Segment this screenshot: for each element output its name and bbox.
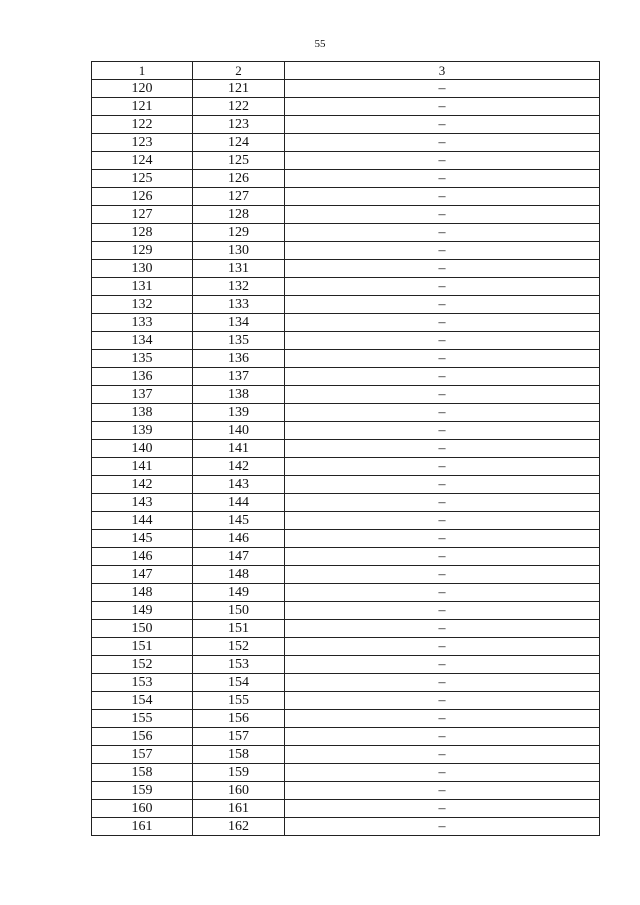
table-cell-col-3: – xyxy=(285,746,600,764)
table-cell-col-3: – xyxy=(285,368,600,386)
table-cell-col-1: 125 xyxy=(92,170,193,188)
table-cell-col-2: 144 xyxy=(193,494,285,512)
table-cell-col-3: – xyxy=(285,476,600,494)
table-cell-col-1: 156 xyxy=(92,728,193,746)
table-cell-col-2: 156 xyxy=(193,710,285,728)
table-cell-col-1: 149 xyxy=(92,602,193,620)
table-cell-col-3: – xyxy=(285,80,600,98)
table-cell-col-3: – xyxy=(285,242,600,260)
table-cell-col-2: 128 xyxy=(193,206,285,224)
table-cell-col-1: 157 xyxy=(92,746,193,764)
table-row xyxy=(92,692,600,710)
column-header-3: 3 xyxy=(285,62,600,80)
table-cell-col-3: – xyxy=(285,692,600,710)
table-cell-col-1: 133 xyxy=(92,314,193,332)
table-cell-col-2: 139 xyxy=(193,404,285,422)
table-cell-col-2: 154 xyxy=(193,674,285,692)
table-row xyxy=(92,332,600,350)
table-cell-col-3: – xyxy=(285,620,600,638)
table-row xyxy=(92,620,600,638)
table-cell-col-2: 126 xyxy=(193,170,285,188)
table-row xyxy=(92,296,600,314)
table-cell-col-2: 125 xyxy=(193,152,285,170)
table-row xyxy=(92,458,600,476)
table-row xyxy=(92,224,600,242)
table-cell-col-3: – xyxy=(285,206,600,224)
table-cell-col-2: 121 xyxy=(193,80,285,98)
table-cell-col-3: – xyxy=(285,440,600,458)
table-cell-col-1: 160 xyxy=(92,800,193,818)
table-row xyxy=(92,548,600,566)
table-cell-col-3: – xyxy=(285,710,600,728)
table-cell-col-2: 137 xyxy=(193,368,285,386)
table-row xyxy=(92,170,600,188)
table-cell-col-2: 143 xyxy=(193,476,285,494)
table-cell-col-1: 139 xyxy=(92,422,193,440)
table-cell-col-1: 129 xyxy=(92,242,193,260)
table-cell-col-1: 130 xyxy=(92,260,193,278)
table-row xyxy=(92,278,600,296)
table-cell-col-2: 130 xyxy=(193,242,285,260)
table-row xyxy=(92,404,600,422)
table-row xyxy=(92,530,600,548)
table-cell-col-3: – xyxy=(285,800,600,818)
table-row xyxy=(92,602,600,620)
table-row xyxy=(92,350,600,368)
table-cell-col-3: – xyxy=(285,458,600,476)
table-cell-col-1: 138 xyxy=(92,404,193,422)
table-cell-col-2: 134 xyxy=(193,314,285,332)
table-cell-col-1: 151 xyxy=(92,638,193,656)
table-cell-col-3: – xyxy=(285,116,600,134)
table-cell-col-1: 132 xyxy=(92,296,193,314)
table-cell-col-2: 150 xyxy=(193,602,285,620)
table-cell-col-2: 152 xyxy=(193,638,285,656)
table-cell-col-2: 129 xyxy=(193,224,285,242)
table-row xyxy=(92,728,600,746)
table-cell-col-1: 123 xyxy=(92,134,193,152)
table-row xyxy=(92,242,600,260)
table-cell-col-2: 142 xyxy=(193,458,285,476)
table-cell-col-2: 159 xyxy=(193,764,285,782)
table-cell-col-1: 159 xyxy=(92,782,193,800)
table-cell-col-1: 152 xyxy=(92,656,193,674)
column-header-2: 2 xyxy=(193,62,285,80)
table-cell-col-2: 140 xyxy=(193,422,285,440)
table-cell-col-1: 131 xyxy=(92,278,193,296)
table-cell-col-3: – xyxy=(285,314,600,332)
table-cell-col-3: – xyxy=(285,818,600,836)
table-cell-col-2: 145 xyxy=(193,512,285,530)
table-cell-col-3: – xyxy=(285,260,600,278)
table-cell-col-2: 141 xyxy=(193,440,285,458)
table-row xyxy=(92,782,600,800)
table-cell-col-2: 151 xyxy=(193,620,285,638)
table-cell-col-2: 124 xyxy=(193,134,285,152)
table-row xyxy=(92,584,600,602)
table-cell-col-2: 148 xyxy=(193,566,285,584)
table-row xyxy=(92,764,600,782)
table-cell-col-3: – xyxy=(285,170,600,188)
table-cell-col-3: – xyxy=(285,494,600,512)
table-cell-col-3: – xyxy=(285,350,600,368)
table-cell-col-1: 161 xyxy=(92,818,193,836)
table-cell-col-2: 122 xyxy=(193,98,285,116)
table-row xyxy=(92,98,600,116)
table-cell-col-1: 145 xyxy=(92,530,193,548)
table-cell-col-1: 155 xyxy=(92,710,193,728)
table-row xyxy=(92,386,600,404)
table-cell-col-3: – xyxy=(285,134,600,152)
table-cell-col-2: 136 xyxy=(193,350,285,368)
table-cell-col-3: – xyxy=(285,386,600,404)
table-cell-col-3: – xyxy=(285,296,600,314)
table-cell-col-2: 147 xyxy=(193,548,285,566)
table-cell-col-3: – xyxy=(285,548,600,566)
table-row xyxy=(92,116,600,134)
table-cell-col-1: 137 xyxy=(92,386,193,404)
table-cell-col-1: 127 xyxy=(92,206,193,224)
table-cell-col-1: 148 xyxy=(92,584,193,602)
table-row xyxy=(92,152,600,170)
table-cell-col-3: – xyxy=(285,224,600,242)
table-row xyxy=(92,476,600,494)
column-header-1: 1 xyxy=(92,62,193,80)
table-cell-col-2: 127 xyxy=(193,188,285,206)
table-cell-col-3: – xyxy=(285,530,600,548)
table-cell-col-3: – xyxy=(285,566,600,584)
table-cell-col-1: 153 xyxy=(92,674,193,692)
table-cell-col-1: 135 xyxy=(92,350,193,368)
table-cell-col-2: 153 xyxy=(193,656,285,674)
table-cell-col-2: 160 xyxy=(193,782,285,800)
page-number: 55 xyxy=(314,38,326,50)
table-cell-col-3: – xyxy=(285,404,600,422)
table-cell-col-3: – xyxy=(285,422,600,440)
table-row xyxy=(92,512,600,530)
table-cell-col-3: – xyxy=(285,98,600,116)
table-row xyxy=(92,314,600,332)
table-row xyxy=(92,80,600,98)
table-row xyxy=(92,494,600,512)
table-cell-col-1: 144 xyxy=(92,512,193,530)
table-cell-col-1: 128 xyxy=(92,224,193,242)
table-cell-col-2: 146 xyxy=(193,530,285,548)
table-row xyxy=(92,134,600,152)
table-cell-col-1: 124 xyxy=(92,152,193,170)
table-cell-col-3: – xyxy=(285,674,600,692)
table-cell-col-1: 150 xyxy=(92,620,193,638)
table-cell-col-3: – xyxy=(285,332,600,350)
table-cell-col-1: 136 xyxy=(92,368,193,386)
table-cell-col-1: 146 xyxy=(92,548,193,566)
table-row xyxy=(92,188,600,206)
table-cell-col-1: 141 xyxy=(92,458,193,476)
table-row xyxy=(92,206,600,224)
table-cell-col-1: 126 xyxy=(92,188,193,206)
table-row xyxy=(92,746,600,764)
table-cell-col-2: 157 xyxy=(193,728,285,746)
table-cell-col-2: 161 xyxy=(193,800,285,818)
table-cell-col-2: 135 xyxy=(193,332,285,350)
table-row xyxy=(92,818,600,836)
table-cell-col-3: – xyxy=(285,782,600,800)
table-row xyxy=(92,656,600,674)
table-cell-col-3: – xyxy=(285,512,600,530)
table-cell-col-1: 142 xyxy=(92,476,193,494)
table-body xyxy=(92,80,600,836)
data-table xyxy=(91,61,600,836)
table-cell-col-3: – xyxy=(285,656,600,674)
table-cell-col-1: 120 xyxy=(92,80,193,98)
table-cell-col-2: 123 xyxy=(193,116,285,134)
table-cell-col-1: 134 xyxy=(92,332,193,350)
table-row xyxy=(92,710,600,728)
table-row xyxy=(92,800,600,818)
table-cell-col-1: 122 xyxy=(92,116,193,134)
table-cell-col-3: – xyxy=(285,278,600,296)
table-row xyxy=(92,638,600,656)
table-header xyxy=(92,62,600,80)
table-row xyxy=(92,422,600,440)
table-cell-col-3: – xyxy=(285,638,600,656)
table-cell-col-3: – xyxy=(285,188,600,206)
table-cell-col-1: 154 xyxy=(92,692,193,710)
table-row xyxy=(92,368,600,386)
table-cell-col-1: 140 xyxy=(92,440,193,458)
table-cell-col-3: – xyxy=(285,728,600,746)
table-cell-col-1: 158 xyxy=(92,764,193,782)
table-cell-col-2: 158 xyxy=(193,746,285,764)
table-cell-col-1: 143 xyxy=(92,494,193,512)
table-cell-col-2: 132 xyxy=(193,278,285,296)
table-cell-col-3: – xyxy=(285,602,600,620)
table-cell-col-3: – xyxy=(285,764,600,782)
table-row xyxy=(92,440,600,458)
table-row xyxy=(92,566,600,584)
table-row xyxy=(92,674,600,692)
table-cell-col-3: – xyxy=(285,152,600,170)
table-cell-col-2: 149 xyxy=(193,584,285,602)
table-cell-col-3: – xyxy=(285,584,600,602)
table-cell-col-2: 162 xyxy=(193,818,285,836)
table-cell-col-2: 138 xyxy=(193,386,285,404)
table-row xyxy=(92,260,600,278)
table-cell-col-1: 121 xyxy=(92,98,193,116)
table-cell-col-2: 131 xyxy=(193,260,285,278)
table-cell-col-1: 147 xyxy=(92,566,193,584)
table-cell-col-2: 133 xyxy=(193,296,285,314)
header-row xyxy=(92,62,600,80)
table-cell-col-2: 155 xyxy=(193,692,285,710)
